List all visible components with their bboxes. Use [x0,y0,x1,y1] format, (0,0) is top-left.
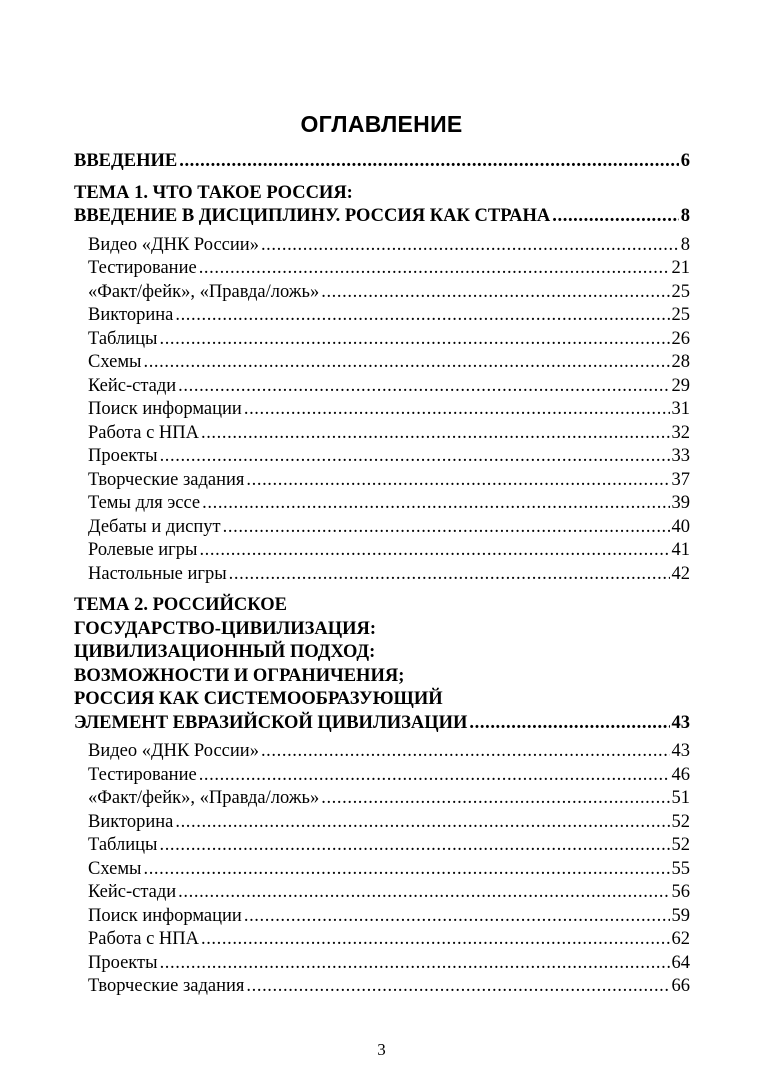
toc-item[interactable] [74,764,690,788]
topic-heading-line: ТЕМА 2. РОССИЙСКОЕ [74,595,287,615]
toc-entry-topic-2[interactable] [74,712,690,736]
toc-item[interactable] [74,234,690,258]
toc-entry-page: 43 [671,712,690,733]
dot-leader [201,422,670,446]
dot-leader [160,952,670,976]
toc-item-page: 8 [680,234,690,255]
toc-entry-topic-1[interactable] [74,205,690,229]
toc-item-page: 66 [671,976,690,996]
toc-item-label: Схемы [88,352,142,372]
toc-item-page: 37 [671,469,690,490]
toc-item-label: Тестирование [88,764,197,785]
toc-item-label: Видео «ДНК России» [88,234,259,255]
dot-leader [223,516,670,540]
toc-item-page: 51 [671,788,690,808]
toc-item[interactable] [74,516,690,540]
toc-item-label: Творческие задания [88,469,245,490]
dot-leader [552,205,678,229]
topic-heading-line: ЦИВИЛИЗАЦИОННЫЙ ПОДХОД: [74,642,376,662]
toc-item[interactable] [74,834,690,858]
toc-item[interactable] [74,281,690,305]
toc-item[interactable] [74,952,690,976]
page-title: ОГЛАВЛЕНИЕ [300,111,463,137]
toc-item[interactable] [74,563,690,587]
toc-section-topic-2 [74,594,690,999]
toc-item[interactable] [74,445,690,469]
toc-entry-label: ВВЕДЕНИЕ В ДИСЦИПЛИНУ. РОССИЯ КАК СТРАНА [74,206,551,226]
toc-item[interactable] [74,811,690,835]
toc-item-label: Викторина [88,305,174,325]
toc-item[interactable] [74,304,690,328]
topic-1-items [74,234,690,587]
toc-item[interactable] [74,492,690,516]
dot-leader [321,281,669,305]
dot-leader [199,764,670,788]
dot-leader [261,740,670,764]
dot-leader [244,905,670,929]
toc-item-label: Дебаты и диспут [88,516,221,537]
toc-item[interactable] [74,422,690,446]
dot-leader [201,928,670,952]
toc-item-page: 31 [671,399,690,419]
toc-item-label: Таблицы [88,835,158,855]
topic-heading-line: ТЕМА 1. ЧТО ТАКОЕ РОССИЯ: [74,182,353,203]
toc-item-label: Работа с НПА [88,929,199,949]
toc-item-page: 28 [671,352,690,372]
toc-entry-label: ВВЕДЕНИЕ [74,151,178,171]
toc-item-page: 39 [671,493,690,513]
toc-item[interactable] [74,858,690,882]
toc-item[interactable] [74,375,690,399]
toc-item-label: Настольные игры [88,563,227,584]
toc-item-page: 46 [671,764,690,785]
toc-entry-intro[interactable] [74,150,690,174]
toc-item[interactable] [74,469,690,493]
toc-item[interactable] [74,881,690,905]
dot-leader [246,975,669,999]
toc-item[interactable] [74,257,690,281]
toc-item-label: Кейс-стади [88,882,177,902]
toc-item-page: 32 [671,422,690,443]
topic-2-items [74,740,690,999]
dot-leader [199,539,669,563]
toc-item-label: Ролевые игры [88,540,198,560]
dot-leader [199,257,670,281]
toc-item[interactable] [74,351,690,375]
toc-item-page: 43 [671,741,690,761]
dot-leader [261,234,679,258]
dot-leader [229,563,670,587]
toc-item-page: 33 [671,446,690,466]
toc-item-label: Викторина [88,811,174,832]
dot-leader [143,351,669,375]
toc-item-label: Работа с НПА [88,422,199,443]
toc-item-page: 29 [671,375,690,396]
toc-entry-page: 6 [680,151,690,171]
dot-leader [178,375,669,399]
toc-item-label: Видео «ДНК России» [88,741,259,761]
toc-item[interactable] [74,975,690,999]
toc-item-page: 25 [671,305,690,325]
toc-item-label: «Факт/фейк», «Правда/ложь» [88,281,320,302]
table-of-contents [74,150,690,999]
toc-item-page: 26 [671,328,690,349]
toc-item-page: 40 [671,516,690,537]
dot-leader [179,150,679,174]
page-number: 3 [377,1040,386,1059]
toc-item-page: 52 [671,811,690,832]
toc-item-label: Творческие задания [88,976,245,996]
toc-item[interactable] [74,787,690,811]
toc-item[interactable] [74,740,690,764]
toc-item-label: «Факт/фейк», «Правда/ложь» [88,788,320,808]
toc-item-page: 41 [671,540,690,560]
topic-heading-line: ГОСУДАРСТВО-ЦИВИЛИЗАЦИЯ: [74,618,377,639]
toc-entry-label: ЭЛЕМЕНТ ЕВРАЗИЙСКОЙ ЦИВИЛИЗАЦИИ [74,712,468,733]
toc-section-topic-1 [74,182,690,587]
toc-item-page: 25 [671,281,690,302]
toc-item-page: 56 [671,882,690,902]
dot-leader [175,811,669,835]
toc-item[interactable] [74,928,690,952]
toc-item[interactable] [74,328,690,352]
toc-item-label: Поиск информации [88,399,242,419]
toc-item[interactable] [74,398,690,422]
dot-leader [178,881,669,905]
toc-item[interactable] [74,905,690,929]
toc-item-label: Тестирование [88,258,197,278]
toc-item-label: Темы для эссе [88,493,201,513]
dot-leader [175,304,669,328]
toc-item-page: 55 [671,858,690,879]
topic-heading-line: РОССИЯ КАК СИСТЕМООБРАЗУЮЩИЙ [74,689,443,709]
toc-item-page: 21 [671,258,690,278]
dot-leader [143,858,669,882]
dot-leader [202,492,669,516]
toc-item-page: 62 [671,929,690,949]
toc-item-label: Проекты [88,952,158,973]
dot-leader [321,787,669,811]
toc-item-label: Кейс-стади [88,375,177,396]
dot-leader [469,712,669,736]
toc-item-label: Схемы [88,858,142,879]
toc-item-page: 64 [671,952,690,973]
toc-item[interactable] [74,539,690,563]
toc-item-page: 42 [671,563,690,584]
dot-leader [246,469,669,493]
dot-leader [244,398,670,422]
toc-entry-page: 8 [680,206,690,226]
toc-item-page: 52 [671,835,690,855]
toc-item-label: Таблицы [88,328,158,349]
dot-leader [159,328,669,352]
dot-leader [159,834,669,858]
toc-item-label: Поиск информации [88,905,242,926]
toc-item-label: Проекты [88,446,158,466]
topic-heading-line: ВОЗМОЖНОСТИ И ОГРАНИЧЕНИЯ; [74,665,405,686]
toc-item-page: 59 [671,905,690,926]
dot-leader [160,445,670,469]
